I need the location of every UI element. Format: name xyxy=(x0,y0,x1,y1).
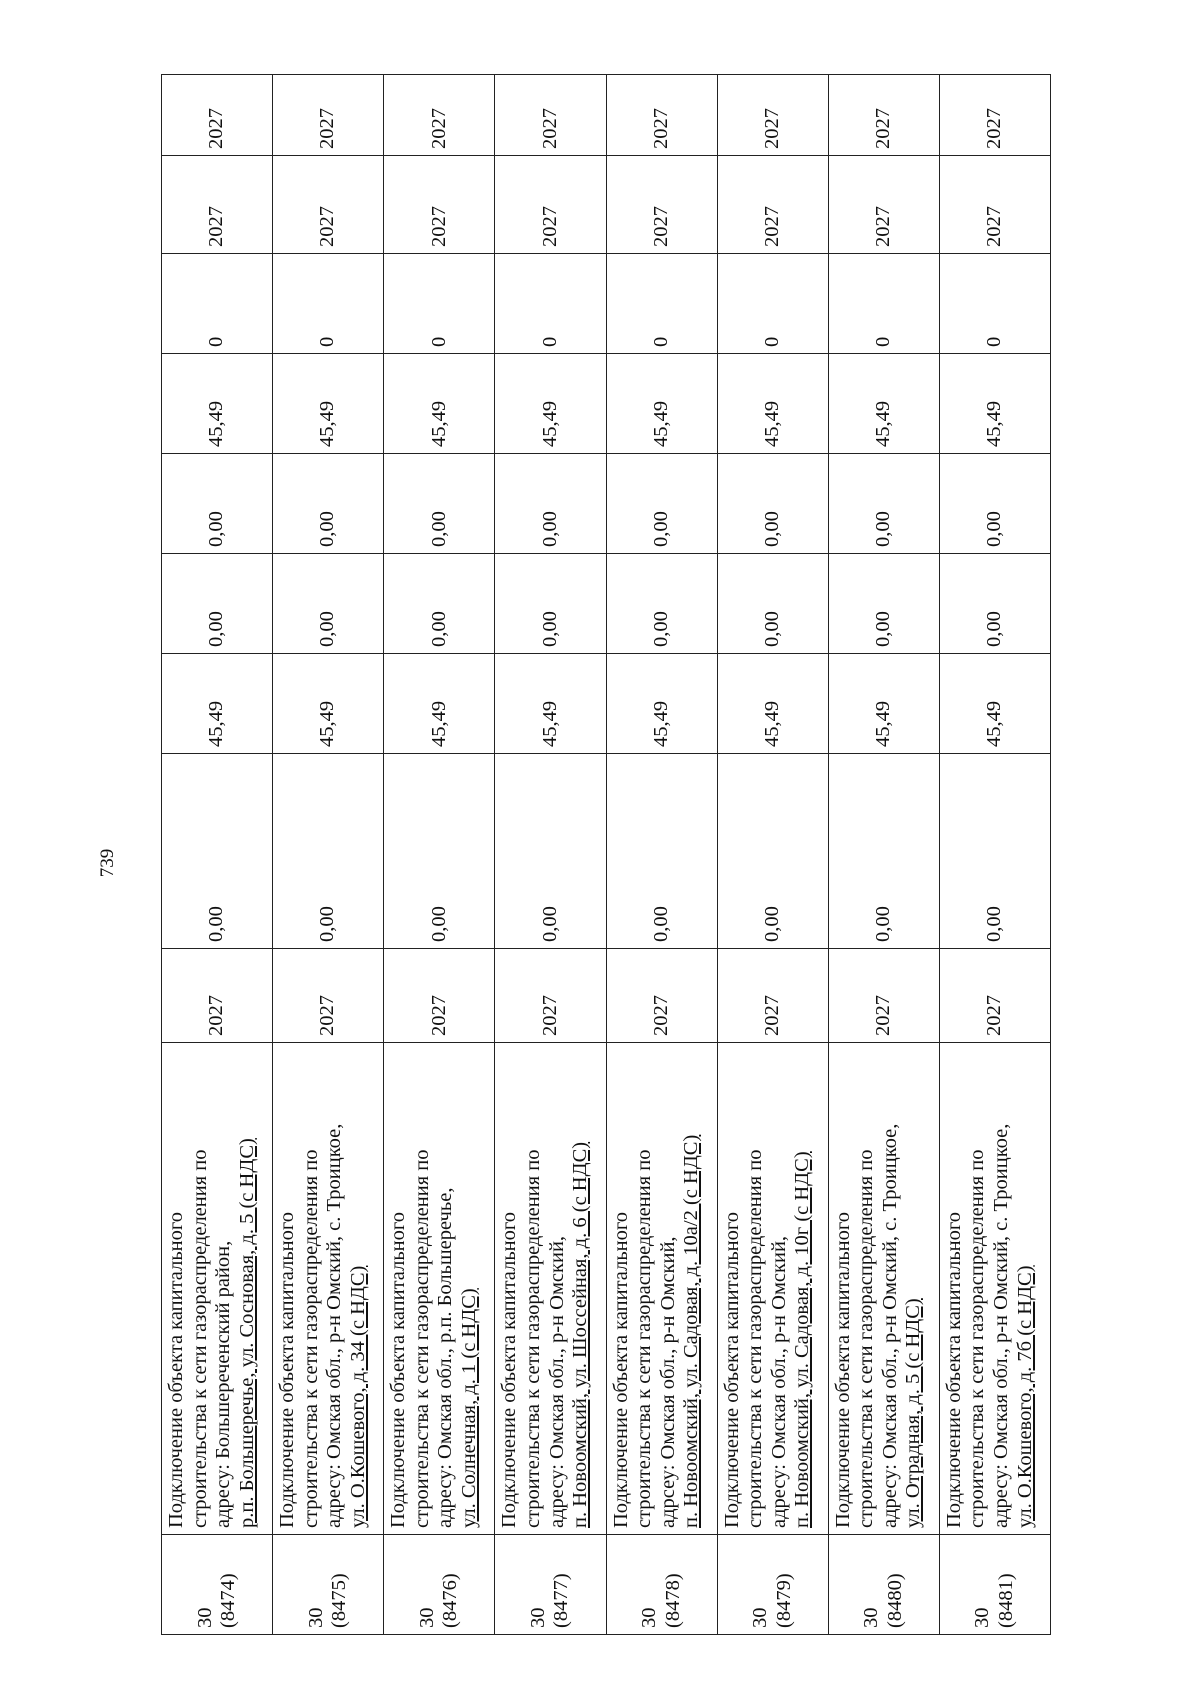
object-name-line: п. Новоомский, ул. Садовая, д. 10а/2 (с НДС) xyxy=(680,1134,703,1528)
row-number-cell xyxy=(939,1535,1050,1635)
object-name-line: п. Новоомский, ул. Садовая, д. 10г (с НДС) xyxy=(791,1151,814,1528)
object-name-line: Подключение объекта капитального xyxy=(165,1211,187,1528)
object-name-cell xyxy=(162,1043,273,1535)
value-cell: 2027 xyxy=(828,75,939,156)
value-cell: 2027 xyxy=(606,949,717,1043)
object-name-cell xyxy=(939,1043,1050,1535)
row-code: (8479) xyxy=(772,1573,795,1628)
object-name-cell xyxy=(273,1043,384,1535)
value-cell: 0 xyxy=(717,254,828,354)
value-cell: 0,00 xyxy=(717,754,828,949)
object-name-line: ул. О.Кошевого, д. 34 (с НДС) xyxy=(346,1265,369,1528)
value-cell: 2027 xyxy=(939,156,1050,254)
object-name-line: адресу: Омская обл., р-н Омский, xyxy=(767,1235,790,1528)
value-cell: 45,49 xyxy=(273,354,384,454)
row-code: (8476) xyxy=(439,1573,462,1628)
table-row xyxy=(939,75,1050,1635)
object-name-line: Подключение объекта капитального xyxy=(831,1211,854,1528)
value-cell: 2027 xyxy=(384,949,495,1043)
table-row xyxy=(717,75,828,1635)
object-name-cell xyxy=(495,1043,606,1535)
value-cell: 0 xyxy=(384,254,495,354)
object-name-line: адресу: Омская обл., р-н Омский, с. Троицкое, xyxy=(323,1123,346,1528)
table-body xyxy=(162,75,1051,1635)
row-number: 30 xyxy=(971,1607,994,1628)
object-name-line: адресу: Омская обл., р-н Омский, с. Троицкое, xyxy=(990,1123,1012,1528)
value-cell: 0,00 xyxy=(273,454,384,554)
object-name-line: строительства к сети газораспределения по xyxy=(744,1149,767,1528)
table-row xyxy=(606,75,717,1635)
value-cell: 0 xyxy=(939,254,1050,354)
value-cell: 45,49 xyxy=(939,654,1050,754)
row-number-cell xyxy=(606,1535,717,1635)
row-number: 30 xyxy=(749,1607,772,1628)
objects-table xyxy=(161,74,1051,1635)
object-name-line: адресу: Омская обл., р.п. Большеречье, xyxy=(434,1187,457,1528)
object-name-line: адресу: Омская обл., р-н Омский, с. Троицкое, xyxy=(878,1123,901,1528)
value-cell: 0,00 xyxy=(606,554,717,654)
value-cell: 2027 xyxy=(828,949,939,1043)
object-name-cell xyxy=(828,1043,939,1535)
value-cell: 2027 xyxy=(717,75,828,156)
value-cell: 0,00 xyxy=(717,554,828,654)
value-cell: 0,00 xyxy=(162,754,273,949)
row-number-cell xyxy=(828,1535,939,1635)
value-cell: 45,49 xyxy=(384,654,495,754)
row-number: 30 xyxy=(193,1607,216,1628)
value-cell: 45,49 xyxy=(384,354,495,454)
value-cell: 45,49 xyxy=(162,654,273,754)
row-number: 30 xyxy=(526,1607,549,1628)
row-number-cell xyxy=(384,1535,495,1635)
value-cell: 0,00 xyxy=(162,554,273,654)
value-cell: 45,49 xyxy=(717,354,828,454)
value-cell: 0,00 xyxy=(717,454,828,554)
value-cell: 0,00 xyxy=(384,754,495,949)
value-cell: 0,00 xyxy=(828,454,939,554)
value-cell: 45,49 xyxy=(828,354,939,454)
value-cell: 2027 xyxy=(939,949,1050,1043)
object-name-line: Подключение объекта капитального xyxy=(942,1211,965,1528)
value-cell: 0,00 xyxy=(606,754,717,949)
value-cell: 45,49 xyxy=(162,354,273,454)
object-name-cell xyxy=(606,1043,717,1535)
value-cell: 45,49 xyxy=(606,654,717,754)
value-cell: 2027 xyxy=(717,156,828,254)
value-cell: 45,49 xyxy=(828,654,939,754)
value-cell: 0,00 xyxy=(828,554,939,654)
object-name-line: адресу: Большереченский район, xyxy=(212,1240,235,1528)
object-name-line: Подключение объекта капитального xyxy=(498,1211,521,1528)
object-name-line: строительства к сети газораспределения по xyxy=(188,1149,211,1528)
table-row xyxy=(828,75,939,1635)
value-cell: 45,49 xyxy=(717,654,828,754)
row-number: 30 xyxy=(304,1607,327,1628)
value-cell: 2027 xyxy=(162,949,273,1043)
value-cell: 2027 xyxy=(828,156,939,254)
value-cell: 0 xyxy=(606,254,717,354)
table-row xyxy=(273,75,384,1635)
value-cell: 45,49 xyxy=(939,354,1050,454)
value-cell: 0 xyxy=(828,254,939,354)
row-number: 30 xyxy=(415,1607,438,1628)
object-name-cell xyxy=(384,1043,495,1535)
object-name-line: строительства к сети газораспределения по xyxy=(521,1149,544,1528)
value-cell: 0,00 xyxy=(384,454,495,554)
value-cell: 2027 xyxy=(717,949,828,1043)
value-cell: 45,49 xyxy=(495,354,606,454)
object-name-line: строительства к сети газораспределения по xyxy=(855,1149,878,1528)
value-cell: 0 xyxy=(273,254,384,354)
value-cell: 0,00 xyxy=(939,554,1050,654)
value-cell: 0 xyxy=(162,254,273,354)
row-number-cell xyxy=(162,1535,273,1635)
row-code: (8475) xyxy=(328,1573,351,1628)
value-cell: 2027 xyxy=(495,156,606,254)
row-code: (8478) xyxy=(661,1573,684,1628)
row-code: (8474) xyxy=(217,1573,240,1628)
rotated-table-container xyxy=(161,75,1051,1635)
table-row xyxy=(162,75,273,1635)
object-name-line: р.п. Большеречье, ул. Сосновая, д. 5 (с НДС) xyxy=(235,1138,258,1528)
object-name-line: Подключение объекта капитального xyxy=(720,1211,743,1528)
value-cell: 0,00 xyxy=(273,554,384,654)
value-cell: 45,49 xyxy=(273,654,384,754)
value-cell: 2027 xyxy=(384,75,495,156)
object-name-line: адресу: Омская обл., р-н Омский, xyxy=(545,1235,568,1528)
object-name-line: адрсеу: Омская обл., р-н Омский, xyxy=(656,1236,679,1528)
object-name-line: Подключение объекта капитального xyxy=(276,1211,299,1528)
object-name-line: строительства к сети газораспределения по xyxy=(410,1149,433,1528)
value-cell: 2027 xyxy=(495,949,606,1043)
value-cell: 0,00 xyxy=(495,454,606,554)
table-row xyxy=(495,75,606,1635)
value-cell: 0,00 xyxy=(162,454,273,554)
object-name-line: Подключение объекта капитального xyxy=(609,1211,632,1528)
value-cell: 0,00 xyxy=(384,554,495,654)
object-name-line: п. Новоомский, ул. Шоссейная, д. 6 (с НДС) xyxy=(569,1141,592,1528)
value-cell: 2027 xyxy=(162,75,273,156)
table-row xyxy=(384,75,495,1635)
value-cell: 0,00 xyxy=(273,754,384,949)
row-code: (8480) xyxy=(883,1573,906,1628)
row-number-cell xyxy=(273,1535,384,1635)
object-name-line: ул. Отрадная, д. 5 (с НДС) xyxy=(902,1298,925,1528)
row-number: 30 xyxy=(860,1607,883,1628)
value-cell: 2027 xyxy=(606,156,717,254)
value-cell: 2027 xyxy=(273,949,384,1043)
object-name-line: строительства к сети газораспределения по xyxy=(299,1149,322,1528)
value-cell: 0,00 xyxy=(606,454,717,554)
row-code: (8481) xyxy=(994,1573,1017,1628)
object-name-cell xyxy=(717,1043,828,1535)
object-name-line: ул. О.Кошевого, д. 7б (с НДС) xyxy=(1013,1265,1036,1528)
value-cell: 0,00 xyxy=(495,554,606,654)
value-cell: 2027 xyxy=(495,75,606,156)
value-cell: 2027 xyxy=(273,156,384,254)
value-cell: 2027 xyxy=(162,156,273,254)
object-name-line: строительства к сети газораспределения по xyxy=(966,1149,989,1528)
value-cell: 2027 xyxy=(273,75,384,156)
value-cell: 0,00 xyxy=(939,754,1050,949)
value-cell: 0,00 xyxy=(495,754,606,949)
value-cell: 45,49 xyxy=(606,354,717,454)
value-cell: 2027 xyxy=(606,75,717,156)
value-cell: 0,00 xyxy=(939,454,1050,554)
object-name-line: ул. Солнечная, д. 1 (с НДС) xyxy=(457,1288,480,1528)
value-cell: 2027 xyxy=(384,156,495,254)
value-cell: 0 xyxy=(495,254,606,354)
value-cell: 45,49 xyxy=(495,654,606,754)
row-number-cell xyxy=(495,1535,606,1635)
value-cell: 0,00 xyxy=(828,754,939,949)
object-name-line: строительства к сети газораспределения по xyxy=(633,1149,656,1528)
row-number-cell xyxy=(717,1535,828,1635)
page-number: 739 xyxy=(97,848,118,878)
row-code: (8477) xyxy=(550,1573,573,1628)
object-name-line: Подключение объекта капитального xyxy=(387,1211,410,1528)
row-number: 30 xyxy=(638,1607,660,1628)
value-cell: 2027 xyxy=(939,75,1050,156)
